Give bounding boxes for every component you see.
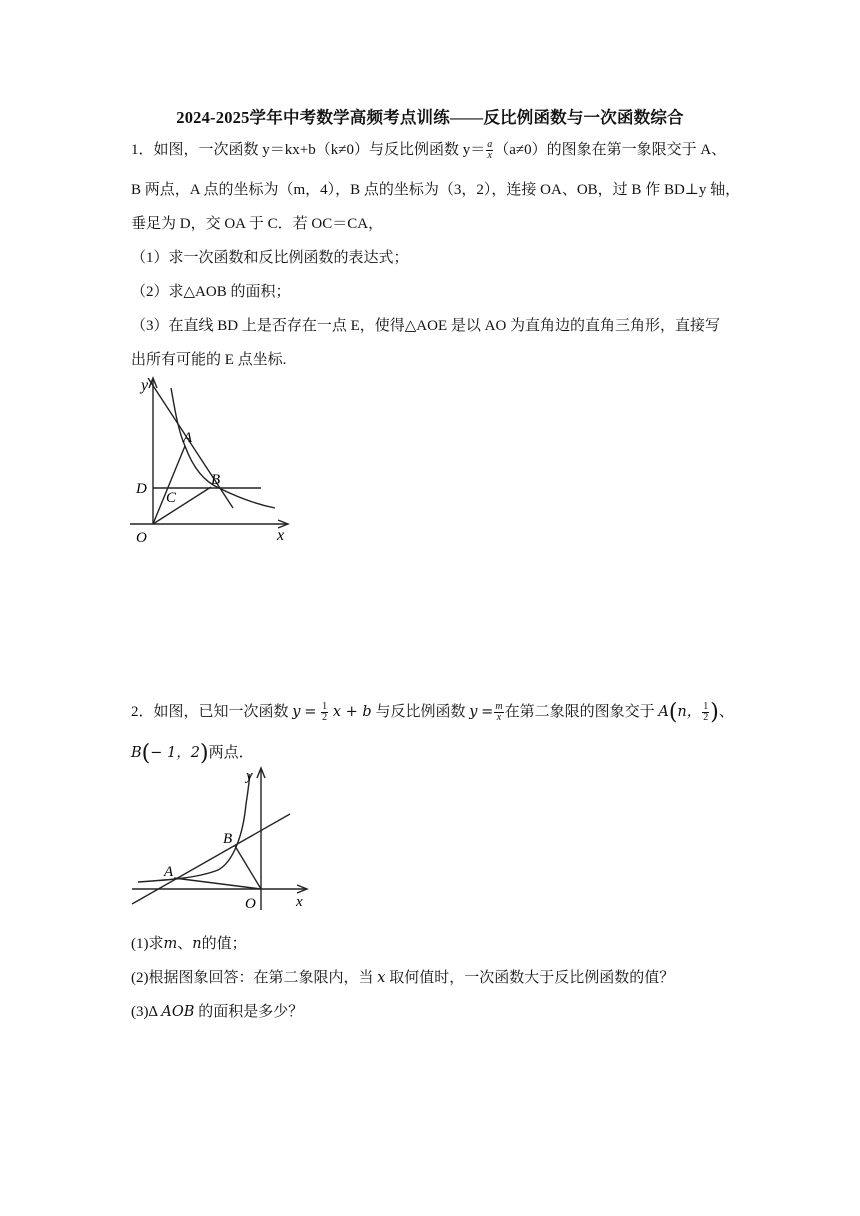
q1-part-3-cont: 出所有可能的 E 点坐标. [131,352,287,368]
label-b: B [223,831,233,847]
document-title: 2024-2025学年中考数学高频考点训练——反比例函数与一次函数综合 [176,108,684,127]
q1-line-1 [131,140,726,161]
q2-expr-xb: x + b [332,704,372,720]
segment-oa [153,446,185,524]
q2-text: 在第二象限的图象交于 [504,704,655,720]
q2-point-b-coord: − 1，2 [150,745,200,761]
q2-triangle-aob: AOB [161,1004,195,1020]
q2-text: 取何值时，一次函数大于反比例函数的值？ [389,970,675,986]
label-a: A [164,864,174,880]
segment-ob [153,487,211,524]
q1-part-3: （3）在直线 BD 上是否存在一点 E，使得△AOE 是以 AO 为直角边的直角三角形，直接写 [131,318,721,334]
paren-open: ( [668,700,678,725]
label-y: y [246,768,253,784]
q2-line-2 [131,743,254,764]
fraction-numerator: 1 [703,701,709,713]
q2-var-y: y [292,704,301,720]
q2-var-n: n [192,936,202,952]
q1-part-1: （1）求一次函数和反比例函数的表达式； [131,250,409,266]
q2-part-2 [131,968,674,988]
label-c: C [166,490,177,506]
label-o: O [245,896,256,912]
q1-part-2: （2）求△AOB 的面积； [131,284,291,300]
hyperbola-curve [138,774,250,882]
label-d: D [136,481,147,497]
paren-close: ) [710,700,719,725]
label-y: y [141,377,149,394]
fraction-numerator: m [495,701,503,713]
q1-fraction-a-over-x [486,140,493,161]
q2-fraction-one-half [321,702,328,723]
q2-text: 、 [177,936,193,952]
q1-line-3: 垂足为 D，交 OA 于 C．若 OC＝CA， [131,216,384,232]
fraction-numerator: 1 [322,701,328,713]
fraction-denominator: 2 [703,712,709,724]
q2-fraction-one-half-b [702,702,709,723]
q2-text: 与反比例函数 [375,704,466,720]
linear-function-line [132,814,290,904]
q2-var-y2: y [469,704,478,720]
q2-figure [128,764,318,914]
label-a: A [183,430,193,446]
q2-part-1 [131,934,247,954]
q1-text: （a≠0）的图象在第一象限交于 A、 [494,142,727,158]
segment-ob [235,846,261,889]
q2-text: 、 [718,704,734,720]
hyperbola-curve [171,388,275,508]
q1-figure [125,372,300,552]
paren-open: ( [141,741,151,766]
q2-text: (3)∆ [131,1004,158,1020]
q2-text: (2)根据图象回答：在第二象限内，当 [131,970,374,986]
label-b: B [211,472,221,488]
fraction-denominator: x [496,712,502,724]
paren-close: ) [199,741,209,766]
q2-text: 的面积是多少？ [198,1004,304,1020]
q2-var-x: x [377,970,386,986]
q1-line-2: B 两点，A 点的坐标为（m，4），B 点的坐标为（3，2），连接 OA、OB，过 B 作 BD⊥y 轴， [131,182,741,198]
q2-fraction-m-over-x [494,702,503,723]
fraction-numerator: a [487,139,493,151]
q2-text: (1)求 [131,936,164,952]
q2-line-1 [131,702,734,723]
label-x: x [277,527,285,544]
q2-eq: = [304,704,317,720]
q2-text: 两点． [208,745,254,761]
q2-point-a-n: n， [677,704,702,720]
q2-text: 的值； [201,936,247,952]
label-x: x [296,894,303,910]
fraction-denominator: 2 [322,712,328,724]
q2-point-a: A [658,704,669,720]
q2-text: 2．如图，已知一次函数 [131,704,289,720]
fraction-denominator: x [487,150,492,162]
q2-eq2: = [481,704,494,720]
segment-oa [174,878,261,889]
q1-text: 1．如图，一次函数 y＝kx+b（k≠0）与反比例函数 y＝ [131,142,486,158]
q2-var-m: m [163,936,178,952]
q2-part-3 [131,1002,303,1022]
label-o: O [136,530,147,546]
q2-point-b: B [131,745,142,761]
